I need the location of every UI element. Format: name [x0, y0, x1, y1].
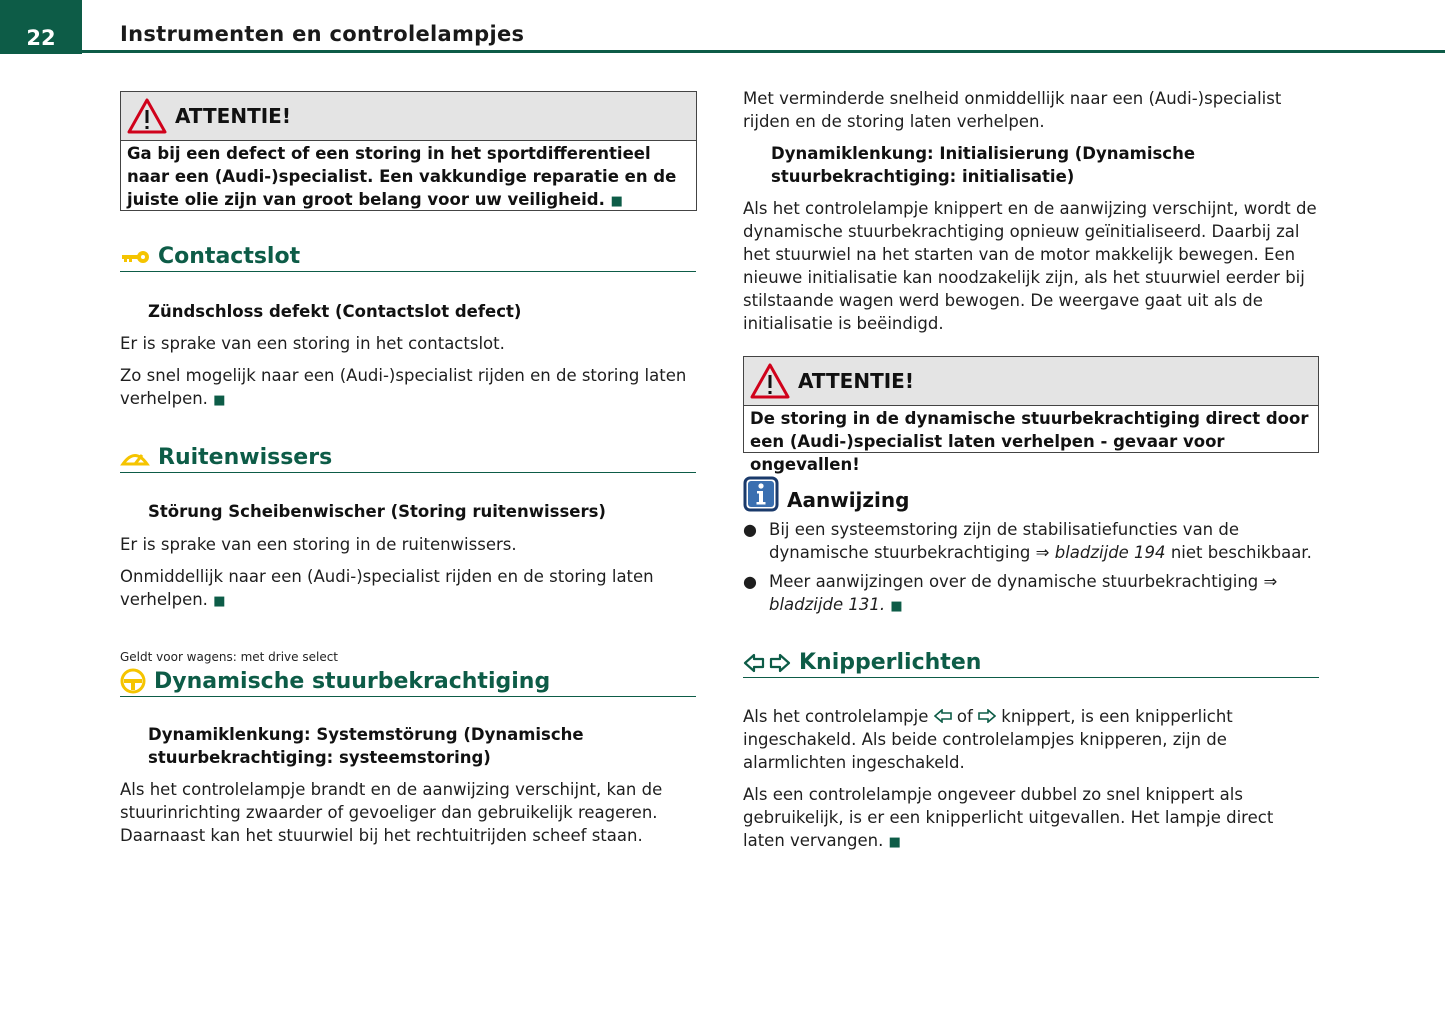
- chapter-title: Instrumenten en controlelampjes: [120, 22, 525, 46]
- warning-text: De storing in de dynamische stuurbekrachtiging direct door een (Audi-)specialist laten verhelpen - gevaar voor ongevallen!: [750, 409, 1309, 474]
- subheading-contactslot: Zündschloss defekt (Contactslot defect): [148, 302, 522, 321]
- list-item: ● Meer aanwijzingen over de dynamische stuurbekrachtiging ⇒ bladzijde 131. ■: [743, 570, 1319, 618]
- page-reference[interactable]: bladzijde 194: [1054, 543, 1166, 562]
- paragraph-contactslot-1: Er is sprake van een storing in het contactslot.: [120, 334, 505, 353]
- section-title-text: Contactslot: [158, 244, 301, 269]
- section-title-text: Ruitenwissers: [158, 445, 333, 470]
- paragraph-ruitenwissers-2: Onmiddellijk naar een (Audi-)specialist rijden en de storing laten verhelpen. ■: [120, 567, 654, 609]
- subheading-ruitenwissers: Störung Scheibenwischer (Storing ruitenwissers): [148, 502, 606, 521]
- subheading-initialisatie: Dynamiklenkung: Initialisierung (Dynamische stuurbekrachtiging: initialisatie): [771, 144, 1196, 186]
- warning-box-differential: [120, 91, 697, 211]
- warning-label: ATTENTIE!: [175, 104, 291, 128]
- paragraph-systeemstoring: Als het controlelampje brandt en de aanwijzing verschijnt, kan de stuurinrichting zwaarder of gevoeliger dan gebruikelijk reageren. Daarnaast kan het stuurwiel bij het rechtuitrijden scheef staan.: [120, 780, 663, 845]
- warning-header: [121, 92, 696, 141]
- note-header: [743, 476, 909, 512]
- header-rule: [82, 50, 1445, 53]
- section-title-knipperlichten: [743, 650, 1319, 678]
- turn-signal-icon: [743, 652, 791, 674]
- steering-wheel-icon: [120, 668, 146, 694]
- section-title-stuurbekrachtiging: [120, 668, 696, 697]
- page-number: 22: [0, 0, 82, 54]
- wiper-icon: [120, 449, 150, 467]
- left-arrow-icon: [934, 709, 952, 723]
- info-icon: [743, 476, 779, 512]
- paragraph-initialisatie: Als het controlelampje knippert en de aanwijzing verschijnt, wordt de dynamische stuurbekrachtiging opnieuw geïnitialiseerd. Daarbij zal het stuurwiel na het starten van de motor makkelijk bewegen. Een nieuwe initialisatie kan noodzakelijk zijn, als het stuurwiel eerder bij stilstaande wagen werd bewogen. De weergave gaat uit als de initialisatie is beëindigd.: [743, 199, 1317, 333]
- warning-header: [744, 357, 1318, 406]
- paragraph-knipper-2: Als een controlelampje ongeveer dubbel zo snel knippert als gebruikelijk, is er een knipperlicht uitgevallen. Het lampje direct laten vervangen. ■: [743, 785, 1274, 850]
- right-arrow-icon: [978, 709, 996, 723]
- paragraph-contactslot-2: Zo snel mogelijk naar een (Audi-)specialist rijden en de storing laten verhelpen. ■: [120, 366, 687, 408]
- warning-triangle-icon: [127, 98, 167, 134]
- key-icon: [120, 248, 150, 266]
- bullet-icon: ●: [743, 520, 757, 539]
- section-title-text: Knipperlichten: [799, 650, 982, 675]
- section-title-text: Dynamische stuurbekrachtiging: [154, 668, 551, 694]
- subheading-systeemstoring: Dynamiklenkung: Systemstörung (Dynamische stuurbekrachtiging: systeemstoring): [148, 725, 584, 767]
- warning-label: ATTENTIE!: [798, 369, 914, 393]
- note-title: Aanwijzing: [787, 488, 910, 512]
- warning-triangle-icon: [750, 363, 790, 399]
- warning-box-stuurbekrachtiging: [743, 356, 1319, 474]
- page-reference[interactable]: bladzijde 131: [769, 595, 880, 614]
- warning-text: Ga bij een defect of een storing in het sportdifferentieel naar een (Audi-)specialist. Een vakkundige reparatie en de juiste olie zijn van groot belang voor uw veiligheid. ■: [127, 144, 677, 209]
- section-title-contactslot: [120, 244, 696, 272]
- page-header: [0, 0, 1445, 54]
- paragraph-continued: Met verminderde snelheid onmiddellijk naar een (Audi-)specialist rijden en de storing laten verhelpen.: [743, 89, 1282, 131]
- list-item: ● Bij een systeemstoring zijn de stabilisatiefuncties van de dynamische stuurbekrachtiging ⇒ bladzijde 194 niet beschikbaar.: [743, 520, 1312, 562]
- paragraph-ruitenwissers-1: Er is sprake van een storing in de ruitenwissers.: [120, 535, 517, 554]
- paragraph-knipper-1: Als het controlelampje of knippert, is een knipperlicht ingeschakeld. Als beide controlelampjes knipperen, zijn de alarmlichten ingeschakeld.: [743, 707, 1233, 772]
- note-bullets: [743, 518, 1319, 618]
- applicability-note: Geldt voor wagens: met drive select: [120, 650, 338, 664]
- section-title-ruitenwissers: [120, 445, 696, 473]
- bullet-icon: ●: [743, 572, 757, 591]
